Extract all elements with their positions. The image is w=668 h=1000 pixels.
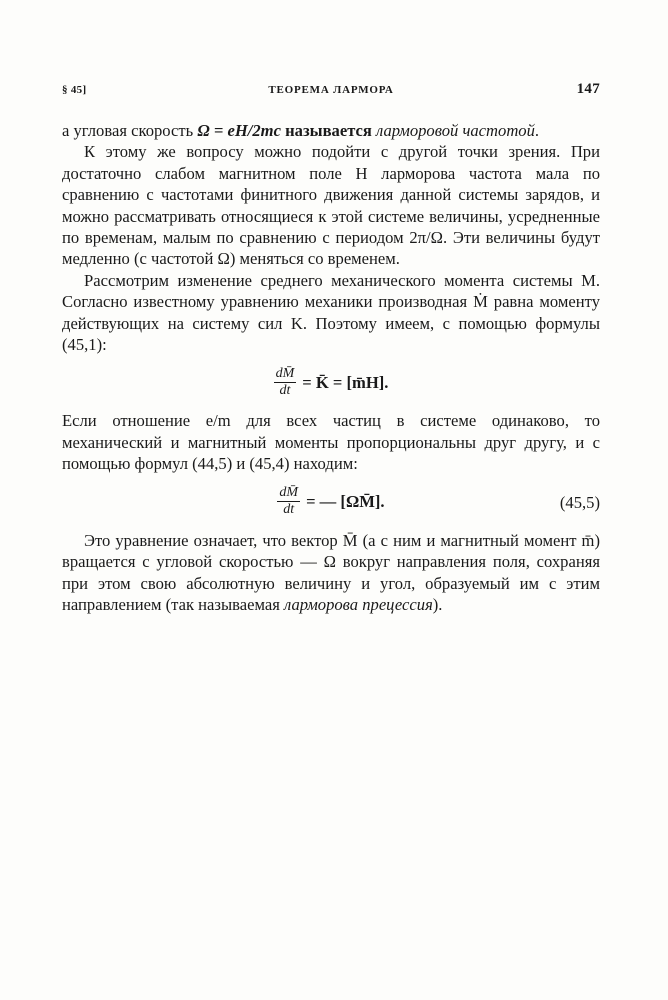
- body-text: [62, 120, 600, 615]
- page-number: 147: [576, 81, 600, 97]
- formula-2-numerator: dM̄: [279, 485, 299, 501]
- paragraph-5: [62, 530, 600, 616]
- formula-1: [62, 359, 600, 405]
- paragraph-1: [62, 120, 600, 141]
- paragraph-4: Если отношение e/m для всех частиц в системе одинаково, то механический и магнитный моменты пропорциональны друг другу, и с помощью формул (44,5) и (45,4) находим:: [62, 411, 600, 474]
- p5-text: Это уравнение означает, что вектор M̄ (а с ним и магнитный момент m̄) вращается с угловой скоростью — Ω вокруг направления поля, сохраняя при этом свою абсолютную величину и угол, образуемый им с этим направлением (так называемая: [62, 530, 600, 614]
- paragraph-2: К этому же вопросу можно подойти с другой точки зрения. При достаточно слабом магнитном поле H ларморова частота мала по сравнению с частотами финитного движения данной системы зарядов, и можно рассматривать относящиеся к этой системе величины, усредненные по временам, малым по сравнению с периодом 2π/Ω. Эти величины будут медленно (с частотой Ω) меняться со временем.: [62, 142, 600, 269]
- p5-end: ).: [432, 594, 443, 614]
- p1-text: а угловая скорость: [62, 121, 198, 140]
- formula-1-fraction: [274, 366, 297, 399]
- larmor-frequency-formula: Ω = eH/2mc: [197, 121, 281, 140]
- paragraph-3: Рассмотрим изменение среднего механического момента системы M. Согласно известному уравнению механики производная Ṁ равна моменту действующих на систему сил K. Поэтому имеем, с помощью формулы (45,1):: [62, 270, 600, 355]
- formula-1-denominator: dt: [279, 382, 291, 398]
- larmor-precession-term: ларморова прецессия: [284, 594, 433, 614]
- book-page: [62, 82, 600, 615]
- section-number: § 45]: [62, 84, 87, 96]
- p1-end: .: [534, 121, 540, 140]
- equation-number: (45,5): [559, 492, 600, 512]
- larmor-frequency-term: ларморовой частотой: [376, 121, 535, 140]
- p1-text-2: называется: [280, 121, 377, 140]
- running-head: [62, 82, 600, 106]
- formula-2-rhs: = — [ΩM̄].: [306, 491, 385, 511]
- formula-2-fraction: [277, 485, 300, 518]
- formula-1-rhs: = K̄ = [m̄H].: [302, 372, 389, 392]
- formula-2-denominator: dt: [283, 502, 295, 518]
- formula-1-numerator: dM̄: [275, 365, 295, 381]
- formula-2: [62, 479, 600, 525]
- chapter-title: ТЕОРЕМА ЛАРМОРА: [268, 84, 394, 96]
